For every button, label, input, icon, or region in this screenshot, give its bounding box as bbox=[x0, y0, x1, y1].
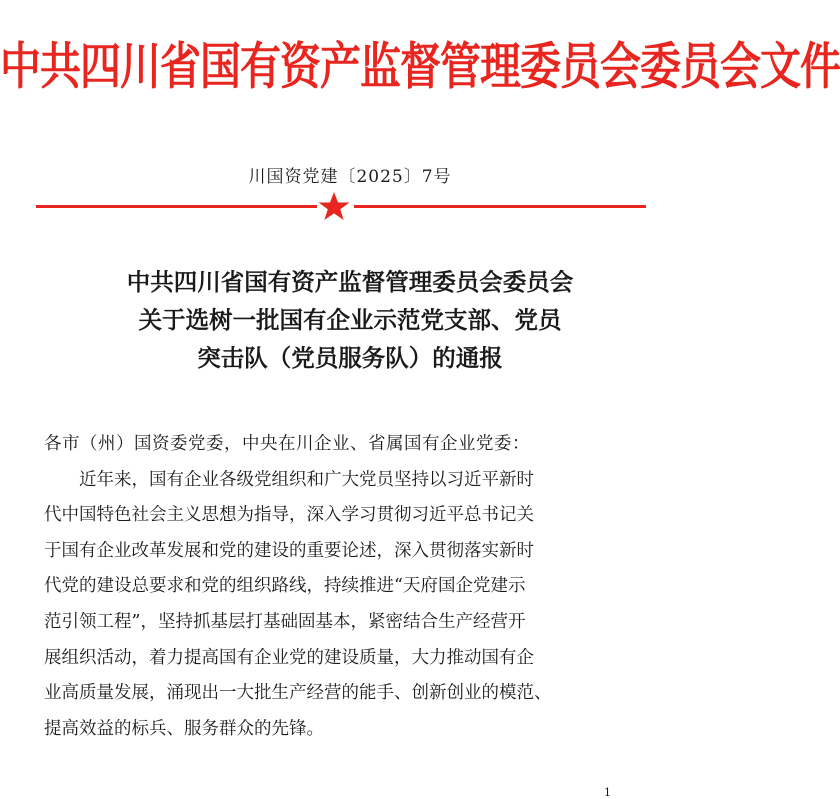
document-title bbox=[0, 263, 700, 377]
salutation: 各市（州）国资委党委，中央在川企业、省属国有企业党委： bbox=[44, 434, 530, 454]
document-body bbox=[44, 427, 656, 747]
paragraph-line: 代中国特色社会主义思想为指导，深入学习贯彻习近平总书记关 bbox=[44, 505, 534, 526]
paragraph-line: 代党的建设总要求和党的组织路线，持续推进“天府国企党建示 bbox=[44, 576, 526, 597]
red-divider-right bbox=[354, 205, 646, 208]
title-line: 突击队（党员服务队）的通报 bbox=[197, 344, 503, 372]
paragraph-line: 业高质量发展，涌现出一大批生产经营的能手、创新创业的模范、 bbox=[44, 683, 552, 704]
paragraph-line: 提高效益的标兵、服务群众的先锋。 bbox=[44, 718, 324, 739]
paragraph-line: 于国有企业改革发展和党的建设的重要论述，深入贯彻落实新时 bbox=[44, 540, 534, 561]
document-number: 川国资党建〔2025〕7号 bbox=[248, 167, 452, 187]
title-line: 关于选树一批国有企业示范党支部、党员 bbox=[138, 306, 562, 334]
paragraph-line: 范引领工程”，坚持抓基层打基础固基本，紧密结合生产经营开 bbox=[44, 611, 526, 632]
masthead-title: 中共四川省国有资产监督管理委员会委员会文件 bbox=[0, 36, 840, 96]
page-number: 1 bbox=[604, 786, 611, 799]
red-divider-left bbox=[36, 205, 317, 208]
paragraph-line: 展组织活动，着力提高国有企业党的建设质量，大力推动国有企 bbox=[44, 647, 534, 668]
title-line: 中共四川省国有资产监督管理委员会委员会 bbox=[126, 268, 574, 296]
paragraph-line: 近年来，国有企业各级党组织和广大党员坚持以习近平新时 bbox=[79, 469, 534, 490]
star-icon bbox=[317, 191, 351, 221]
star-icon-shape bbox=[319, 192, 350, 220]
